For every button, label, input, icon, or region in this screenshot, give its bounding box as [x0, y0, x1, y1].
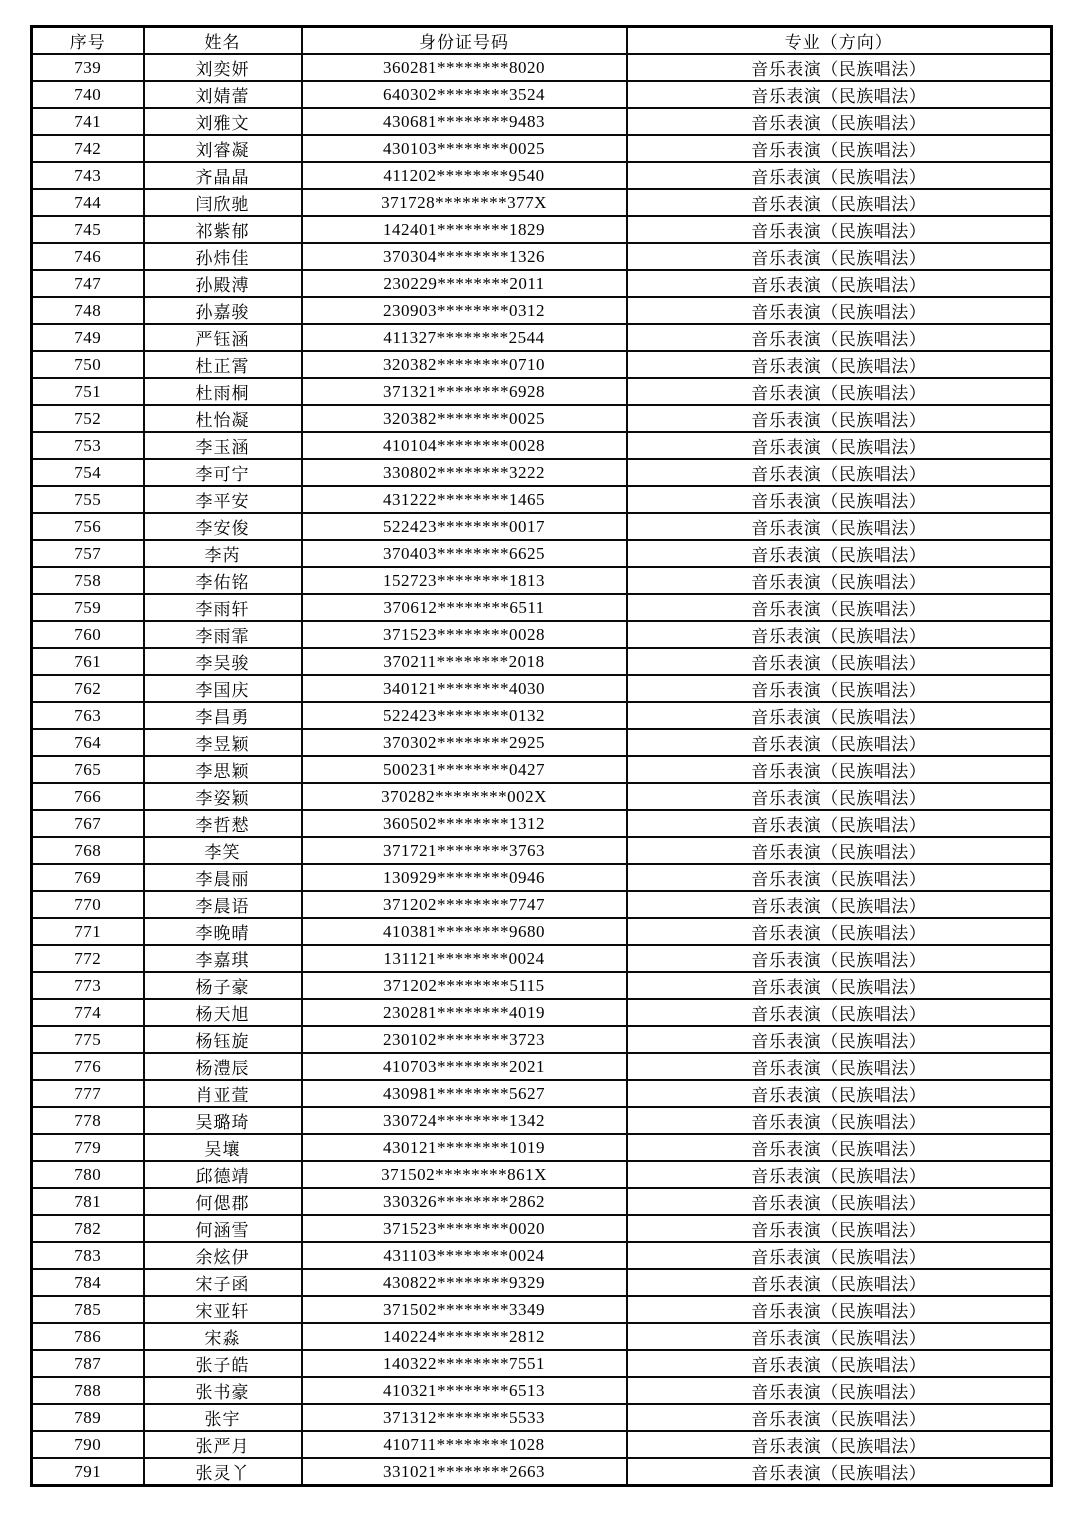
- name-cell: 杜怡凝: [144, 405, 302, 432]
- name-cell: 李姿颖: [144, 783, 302, 810]
- name-cell: 李平安: [144, 486, 302, 513]
- major-cell: 音乐表演（民族唱法）: [627, 135, 1052, 162]
- serial-number-cell: 770: [32, 891, 144, 918]
- name-cell: 李雨霏: [144, 621, 302, 648]
- name-cell: 孙嘉骏: [144, 297, 302, 324]
- table-row: [32, 567, 1052, 594]
- table-row: [32, 513, 1052, 540]
- id-number-cell: 430121********1019: [302, 1134, 627, 1161]
- major-cell: 音乐表演（民族唱法）: [627, 324, 1052, 351]
- name-cell: 杜正霄: [144, 351, 302, 378]
- id-number-cell: 230903********0312: [302, 297, 627, 324]
- major-cell: 音乐表演（民族唱法）: [627, 405, 1052, 432]
- table-row: [32, 324, 1052, 351]
- table-row: [32, 189, 1052, 216]
- name-cell: 李晨丽: [144, 864, 302, 891]
- serial-number-cell: 788: [32, 1377, 144, 1404]
- table-row: [32, 1458, 1052, 1486]
- major-cell: 音乐表演（民族唱法）: [627, 567, 1052, 594]
- table-row: [32, 1431, 1052, 1458]
- name-cell: 吴壤: [144, 1134, 302, 1161]
- table-row: [32, 1161, 1052, 1188]
- major-cell: 音乐表演（民族唱法）: [627, 1377, 1052, 1404]
- id-number-cell: 152723********1813: [302, 567, 627, 594]
- table-row: [32, 918, 1052, 945]
- serial-number-cell: 772: [32, 945, 144, 972]
- serial-number-cell: 778: [32, 1107, 144, 1134]
- serial-number-cell: 789: [32, 1404, 144, 1431]
- table-row: [32, 378, 1052, 405]
- major-cell: 音乐表演（民族唱法）: [627, 189, 1052, 216]
- serial-number-cell: 745: [32, 216, 144, 243]
- major-cell: 音乐表演（民族唱法）: [627, 1242, 1052, 1269]
- major-cell: 音乐表演（民族唱法）: [627, 1296, 1052, 1323]
- table-row: [32, 270, 1052, 297]
- serial-number-cell: 761: [32, 648, 144, 675]
- name-cell: 李晨语: [144, 891, 302, 918]
- table-row: [32, 54, 1052, 81]
- name-cell: 肖亚萱: [144, 1080, 302, 1107]
- major-cell: 音乐表演（民族唱法）: [627, 621, 1052, 648]
- table-row: [32, 81, 1052, 108]
- major-cell: 音乐表演（民族唱法）: [627, 1080, 1052, 1107]
- name-cell: 宋淼: [144, 1323, 302, 1350]
- name-cell: 张灵丫: [144, 1458, 302, 1486]
- table-row: [32, 1134, 1052, 1161]
- roster-table: [30, 25, 1053, 1487]
- name-cell: 李安俊: [144, 513, 302, 540]
- name-cell: 李嘉琪: [144, 945, 302, 972]
- major-cell: 音乐表演（民族唱法）: [627, 270, 1052, 297]
- table-row: [32, 432, 1052, 459]
- id-number-cell: 130929********0946: [302, 864, 627, 891]
- major-cell: 音乐表演（民族唱法）: [627, 378, 1052, 405]
- major-cell: 音乐表演（民族唱法）: [627, 162, 1052, 189]
- name-cell: 邱德靖: [144, 1161, 302, 1188]
- id-number-cell: 431103********0024: [302, 1242, 627, 1269]
- id-number-cell: 230229********2011: [302, 270, 627, 297]
- table-row: [32, 1404, 1052, 1431]
- serial-number-cell: 784: [32, 1269, 144, 1296]
- id-number-cell: 371202********7747: [302, 891, 627, 918]
- table-row: [32, 1377, 1052, 1404]
- table-row: [32, 1026, 1052, 1053]
- header-id-number: 身份证号码: [302, 27, 627, 55]
- serial-number-cell: 757: [32, 540, 144, 567]
- table-row: [32, 1269, 1052, 1296]
- serial-number-cell: 781: [32, 1188, 144, 1215]
- id-number-cell: 410104********0028: [302, 432, 627, 459]
- name-cell: 李昱颖: [144, 729, 302, 756]
- major-cell: 音乐表演（民族唱法）: [627, 1107, 1052, 1134]
- serial-number-cell: 758: [32, 567, 144, 594]
- name-cell: 刘奕妍: [144, 54, 302, 81]
- id-number-cell: 360281********8020: [302, 54, 627, 81]
- id-number-cell: 522423********0017: [302, 513, 627, 540]
- id-number-cell: 370403********6625: [302, 540, 627, 567]
- major-cell: 音乐表演（民族唱法）: [627, 243, 1052, 270]
- major-cell: 音乐表演（民族唱法）: [627, 486, 1052, 513]
- name-cell: 刘睿凝: [144, 135, 302, 162]
- table-row: [32, 243, 1052, 270]
- name-cell: 李国庆: [144, 675, 302, 702]
- major-cell: 音乐表演（民族唱法）: [627, 864, 1052, 891]
- name-cell: 李佑铭: [144, 567, 302, 594]
- id-number-cell: 430822********9329: [302, 1269, 627, 1296]
- id-number-cell: 410381********9680: [302, 918, 627, 945]
- table-row: [32, 1215, 1052, 1242]
- name-cell: 宋子函: [144, 1269, 302, 1296]
- major-cell: 音乐表演（民族唱法）: [627, 1431, 1052, 1458]
- major-cell: 音乐表演（民族唱法）: [627, 513, 1052, 540]
- id-number-cell: 230281********4019: [302, 999, 627, 1026]
- id-number-cell: 430981********5627: [302, 1080, 627, 1107]
- serial-number-cell: 750: [32, 351, 144, 378]
- id-number-cell: 370304********1326: [302, 243, 627, 270]
- id-number-cell: 371523********0028: [302, 621, 627, 648]
- serial-number-cell: 777: [32, 1080, 144, 1107]
- serial-number-cell: 742: [32, 135, 144, 162]
- serial-number-cell: 773: [32, 972, 144, 999]
- id-number-cell: 330802********3222: [302, 459, 627, 486]
- name-cell: 孙殿溥: [144, 270, 302, 297]
- major-cell: 音乐表演（民族唱法）: [627, 729, 1052, 756]
- name-cell: 李晚晴: [144, 918, 302, 945]
- serial-number-cell: 755: [32, 486, 144, 513]
- serial-number-cell: 765: [32, 756, 144, 783]
- name-cell: 严钰涵: [144, 324, 302, 351]
- name-cell: 李吴骏: [144, 648, 302, 675]
- serial-number-cell: 776: [32, 1053, 144, 1080]
- major-cell: 音乐表演（民族唱法）: [627, 297, 1052, 324]
- serial-number-cell: 786: [32, 1323, 144, 1350]
- header-major: 专业（方向）: [627, 27, 1052, 55]
- table-row: [32, 891, 1052, 918]
- serial-number-cell: 782: [32, 1215, 144, 1242]
- major-cell: 音乐表演（民族唱法）: [627, 1053, 1052, 1080]
- table-row: [32, 486, 1052, 513]
- table-row: [32, 1296, 1052, 1323]
- name-cell: 孙炜佳: [144, 243, 302, 270]
- serial-number-cell: 740: [32, 81, 144, 108]
- table-row: [32, 1323, 1052, 1350]
- id-number-cell: 410321********6513: [302, 1377, 627, 1404]
- table-row: [32, 1107, 1052, 1134]
- table-row: [32, 1053, 1052, 1080]
- major-cell: 音乐表演（民族唱法）: [627, 972, 1052, 999]
- id-number-cell: 340121********4030: [302, 675, 627, 702]
- table-row: [32, 1188, 1052, 1215]
- id-number-cell: 371502********861X: [302, 1161, 627, 1188]
- table-row: [32, 216, 1052, 243]
- id-number-cell: 331021********2663: [302, 1458, 627, 1486]
- major-cell: 音乐表演（民族唱法）: [627, 756, 1052, 783]
- major-cell: 音乐表演（民族唱法）: [627, 1350, 1052, 1377]
- id-number-cell: 431222********1465: [302, 486, 627, 513]
- serial-number-cell: 749: [32, 324, 144, 351]
- serial-number-cell: 791: [32, 1458, 144, 1486]
- table-row: [32, 729, 1052, 756]
- table-row: [32, 1350, 1052, 1377]
- major-cell: 音乐表演（民族唱法）: [627, 351, 1052, 378]
- name-cell: 吴璐琦: [144, 1107, 302, 1134]
- id-number-cell: 410711********1028: [302, 1431, 627, 1458]
- serial-number-cell: 780: [32, 1161, 144, 1188]
- id-number-cell: 500231********0427: [302, 756, 627, 783]
- name-cell: 杨子豪: [144, 972, 302, 999]
- serial-number-cell: 746: [32, 243, 144, 270]
- id-number-cell: 430103********0025: [302, 135, 627, 162]
- major-cell: 音乐表演（民族唱法）: [627, 891, 1052, 918]
- major-cell: 音乐表演（民族唱法）: [627, 216, 1052, 243]
- major-cell: 音乐表演（民族唱法）: [627, 1134, 1052, 1161]
- name-cell: 刘雅文: [144, 108, 302, 135]
- major-cell: 音乐表演（民族唱法）: [627, 459, 1052, 486]
- id-number-cell: 371202********5115: [302, 972, 627, 999]
- id-number-cell: 371321********6928: [302, 378, 627, 405]
- serial-number-cell: 787: [32, 1350, 144, 1377]
- name-cell: 刘婧蕾: [144, 81, 302, 108]
- id-number-cell: 360502********1312: [302, 810, 627, 837]
- id-number-cell: 370612********6511: [302, 594, 627, 621]
- serial-number-cell: 767: [32, 810, 144, 837]
- name-cell: 杨澧辰: [144, 1053, 302, 1080]
- name-cell: 何涵雪: [144, 1215, 302, 1242]
- id-number-cell: 230102********3723: [302, 1026, 627, 1053]
- header-serial-number: 序号: [32, 27, 144, 55]
- id-number-cell: 320382********0710: [302, 351, 627, 378]
- serial-number-cell: 774: [32, 999, 144, 1026]
- id-number-cell: 411202********9540: [302, 162, 627, 189]
- table-row: [32, 162, 1052, 189]
- name-cell: 李昌勇: [144, 702, 302, 729]
- id-number-cell: 371502********3349: [302, 1296, 627, 1323]
- id-number-cell: 142401********1829: [302, 216, 627, 243]
- name-cell: 张宇: [144, 1404, 302, 1431]
- table-row: [32, 756, 1052, 783]
- table-row: [32, 459, 1052, 486]
- table-row: [32, 864, 1052, 891]
- major-cell: 音乐表演（民族唱法）: [627, 810, 1052, 837]
- table-row: [32, 594, 1052, 621]
- serial-number-cell: 764: [32, 729, 144, 756]
- table-row: [32, 621, 1052, 648]
- serial-number-cell: 753: [32, 432, 144, 459]
- serial-number-cell: 763: [32, 702, 144, 729]
- major-cell: 音乐表演（民族唱法）: [627, 81, 1052, 108]
- major-cell: 音乐表演（民族唱法）: [627, 432, 1052, 459]
- table-row: [32, 972, 1052, 999]
- id-number-cell: 640302********3524: [302, 81, 627, 108]
- id-number-cell: 522423********0132: [302, 702, 627, 729]
- table-row: [32, 837, 1052, 864]
- serial-number-cell: 783: [32, 1242, 144, 1269]
- major-cell: 音乐表演（民族唱法）: [627, 999, 1052, 1026]
- table-row: [32, 1080, 1052, 1107]
- id-number-cell: 430681********9483: [302, 108, 627, 135]
- name-cell: 李芮: [144, 540, 302, 567]
- header-name: 姓名: [144, 27, 302, 55]
- major-cell: 音乐表演（民族唱法）: [627, 594, 1052, 621]
- table-row: [32, 783, 1052, 810]
- id-number-cell: 330724********1342: [302, 1107, 627, 1134]
- major-cell: 音乐表演（民族唱法）: [627, 702, 1052, 729]
- name-cell: 李笑: [144, 837, 302, 864]
- name-cell: 祁紫郁: [144, 216, 302, 243]
- name-cell: 余炫伊: [144, 1242, 302, 1269]
- major-cell: 音乐表演（民族唱法）: [627, 1404, 1052, 1431]
- name-cell: 张严月: [144, 1431, 302, 1458]
- serial-number-cell: 752: [32, 405, 144, 432]
- id-number-cell: 410703********2021: [302, 1053, 627, 1080]
- id-number-cell: 320382********0025: [302, 405, 627, 432]
- table-row: [32, 810, 1052, 837]
- serial-number-cell: 760: [32, 621, 144, 648]
- table-row: [32, 675, 1052, 702]
- name-cell: 杨钰旋: [144, 1026, 302, 1053]
- name-cell: 何偲郡: [144, 1188, 302, 1215]
- id-number-cell: 330326********2862: [302, 1188, 627, 1215]
- major-cell: 音乐表演（民族唱法）: [627, 783, 1052, 810]
- serial-number-cell: 762: [32, 675, 144, 702]
- roster-body: [32, 54, 1052, 1486]
- serial-number-cell: 743: [32, 162, 144, 189]
- serial-number-cell: 747: [32, 270, 144, 297]
- name-cell: 宋亚轩: [144, 1296, 302, 1323]
- id-number-cell: 140322********7551: [302, 1350, 627, 1377]
- id-number-cell: 370211********2018: [302, 648, 627, 675]
- serial-number-cell: 754: [32, 459, 144, 486]
- major-cell: 音乐表演（民族唱法）: [627, 1026, 1052, 1053]
- name-cell: 杨天旭: [144, 999, 302, 1026]
- major-cell: 音乐表演（民族唱法）: [627, 1188, 1052, 1215]
- major-cell: 音乐表演（民族唱法）: [627, 1458, 1052, 1486]
- table-row: [32, 351, 1052, 378]
- id-number-cell: 371312********5533: [302, 1404, 627, 1431]
- major-cell: 音乐表演（民族唱法）: [627, 648, 1052, 675]
- name-cell: 杜雨桐: [144, 378, 302, 405]
- table-row: [32, 540, 1052, 567]
- id-number-cell: 411327********2544: [302, 324, 627, 351]
- table-row: [32, 1242, 1052, 1269]
- name-cell: 李雨轩: [144, 594, 302, 621]
- name-cell: 闫欣驰: [144, 189, 302, 216]
- major-cell: 音乐表演（民族唱法）: [627, 1161, 1052, 1188]
- name-cell: 李哲慭: [144, 810, 302, 837]
- serial-number-cell: 768: [32, 837, 144, 864]
- major-cell: 音乐表演（民族唱法）: [627, 540, 1052, 567]
- serial-number-cell: 779: [32, 1134, 144, 1161]
- serial-number-cell: 756: [32, 513, 144, 540]
- id-number-cell: 370302********2925: [302, 729, 627, 756]
- serial-number-cell: 775: [32, 1026, 144, 1053]
- major-cell: 音乐表演（民族唱法）: [627, 1269, 1052, 1296]
- serial-number-cell: 759: [32, 594, 144, 621]
- table-row: [32, 999, 1052, 1026]
- name-cell: 李可宁: [144, 459, 302, 486]
- id-number-cell: 370282********002X: [302, 783, 627, 810]
- id-number-cell: 140224********2812: [302, 1323, 627, 1350]
- serial-number-cell: 739: [32, 54, 144, 81]
- table-row: [32, 648, 1052, 675]
- table-row: [32, 405, 1052, 432]
- table-row: [32, 945, 1052, 972]
- name-cell: 李思颖: [144, 756, 302, 783]
- major-cell: 音乐表演（民族唱法）: [627, 1215, 1052, 1242]
- table-row: [32, 702, 1052, 729]
- serial-number-cell: 741: [32, 108, 144, 135]
- major-cell: 音乐表演（民族唱法）: [627, 918, 1052, 945]
- name-cell: 张书豪: [144, 1377, 302, 1404]
- header-row: [32, 27, 1052, 55]
- name-cell: 齐晶晶: [144, 162, 302, 189]
- major-cell: 音乐表演（民族唱法）: [627, 945, 1052, 972]
- serial-number-cell: 769: [32, 864, 144, 891]
- major-cell: 音乐表演（民族唱法）: [627, 54, 1052, 81]
- serial-number-cell: 751: [32, 378, 144, 405]
- name-cell: 李玉涵: [144, 432, 302, 459]
- table-row: [32, 135, 1052, 162]
- name-cell: 张子皓: [144, 1350, 302, 1377]
- major-cell: 音乐表演（民族唱法）: [627, 1323, 1052, 1350]
- serial-number-cell: 766: [32, 783, 144, 810]
- serial-number-cell: 785: [32, 1296, 144, 1323]
- serial-number-cell: 771: [32, 918, 144, 945]
- id-number-cell: 371728********377X: [302, 189, 627, 216]
- major-cell: 音乐表演（民族唱法）: [627, 108, 1052, 135]
- major-cell: 音乐表演（民族唱法）: [627, 675, 1052, 702]
- id-number-cell: 131121********0024: [302, 945, 627, 972]
- id-number-cell: 371721********3763: [302, 837, 627, 864]
- serial-number-cell: 748: [32, 297, 144, 324]
- major-cell: 音乐表演（民族唱法）: [627, 837, 1052, 864]
- id-number-cell: 371523********0020: [302, 1215, 627, 1242]
- serial-number-cell: 790: [32, 1431, 144, 1458]
- table-row: [32, 108, 1052, 135]
- serial-number-cell: 744: [32, 189, 144, 216]
- table-row: [32, 297, 1052, 324]
